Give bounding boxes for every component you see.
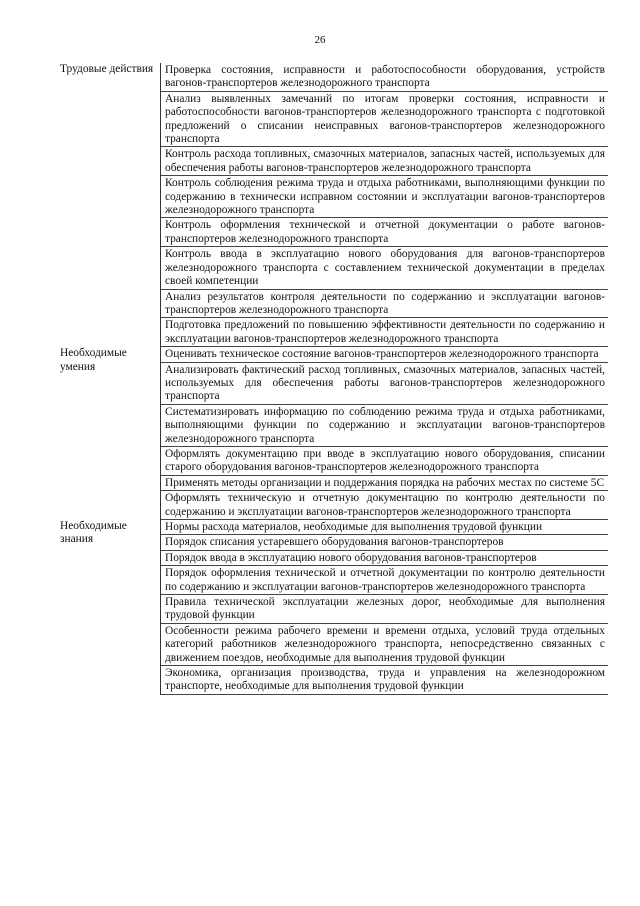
list-item: Экономика, организация производства, труда и управления на железнодорожном транспорте, необходимые для выполнения трудовой функции xyxy=(161,666,608,695)
section-required-skills xyxy=(60,347,608,520)
list-item: Оформлять документацию при вводе в эксплуатацию нового оборудования, списании старого оборудования вагонов-транспортеров железнодорожного транспорта xyxy=(161,447,608,476)
list-item: Анализ выявленных замечаний по итогам проверки состояния, исправности и работоспособности вагонов-транспортеров железнодорожного транспорта с подготовкой предложений о списании неисправных вагонов-транспортеров железнодорожного транспорта xyxy=(161,92,608,148)
list-item: Анализ результатов контроля деятельности по содержанию и эксплуатации вагонов-транспортеров железнодорожного транспорта xyxy=(161,290,608,319)
section-items xyxy=(161,347,609,520)
list-item: Контроль расхода топливных, смазочных материалов, запасных частей, используемых для обеспечения работы вагонов-транспортеров железнодорожного транспорта xyxy=(161,147,608,176)
list-item: Контроль ввода в эксплуатацию нового оборудования для вагонов-транспортеров железнодорожного транспорта с составлением технической документации в пределах своей компетенции xyxy=(161,247,608,289)
section-required-knowledge xyxy=(60,520,608,695)
list-item: Оформлять техническую и отчетную документацию по контролю деятельности по содержанию и эксплуатации вагонов-транспортеров железнодорожного транспорта xyxy=(161,491,608,520)
page-number: 26 xyxy=(314,34,326,46)
labor-function-table xyxy=(60,63,608,695)
list-item: Контроль соблюдения режима труда и отдыха работниками, выполняющими функции по содержанию в технически исправном состоянии и эксплуатации вагонов-транспортеров железнодорожного транспорта xyxy=(161,176,608,218)
list-item: Контроль оформления технической и отчетной документации о работе вагонов-транспортеров железнодорожного транспорта xyxy=(161,218,608,247)
list-item: Оценивать техническое состояние вагонов-транспортеров железнодорожного транспорта xyxy=(161,347,608,362)
list-item: Нормы расхода материалов, необходимые для выполнения трудовой функции xyxy=(161,520,608,535)
list-item: Систематизировать информацию по соблюдению режима труда и отдыха работниками, выполняющими функции по содержанию и эксплуатации вагонов-транспортеров железнодорожного транспорта xyxy=(161,405,608,447)
list-item: Подготовка предложений по повышению эффективности деятельности по содержанию и эксплуатации вагонов-транспортеров железнодорожного транспорта xyxy=(161,318,608,347)
list-item: Порядок списания устаревшего оборудования вагонов-транспортеров xyxy=(161,535,608,550)
list-item: Правила технической эксплуатации железных дорог, необходимые для выполнения трудовой функции xyxy=(161,595,608,624)
section-label: Необходимые знания xyxy=(60,520,161,695)
list-item: Анализировать фактический расход топливных, смазочных материалов, запасных частей, используемых для обеспечения работы вагонов-транспортеров железнодорожного транспорта xyxy=(161,363,608,405)
section-label: Необходимые умения xyxy=(60,347,161,520)
section-labor-actions xyxy=(60,63,608,347)
section-label: Трудовые действия xyxy=(60,63,161,347)
list-item: Особенности режима рабочего времени и времени отдыха, условий труда отдельных категорий работников железнодорожного транспорта, непосредственно связанных с движением поездов, необходимые для выполнения трудовой функции xyxy=(161,624,608,666)
list-item: Применять методы организации и поддержания порядка на рабочих местах по системе 5С xyxy=(161,476,608,491)
section-items xyxy=(161,520,609,695)
section-items xyxy=(161,63,609,347)
list-item: Порядок ввода в эксплуатацию нового оборудования вагонов-транспортеров xyxy=(161,551,608,566)
list-item: Порядок оформления технической и отчетной документации по контролю деятельности по содержанию и эксплуатации вагонов-транспортеров железнодорожного транспорта xyxy=(161,566,608,595)
list-item: Проверка состояния, исправности и работоспособности оборудования, устройств вагонов-транспортеров железнодорожного транспорта xyxy=(161,63,608,92)
